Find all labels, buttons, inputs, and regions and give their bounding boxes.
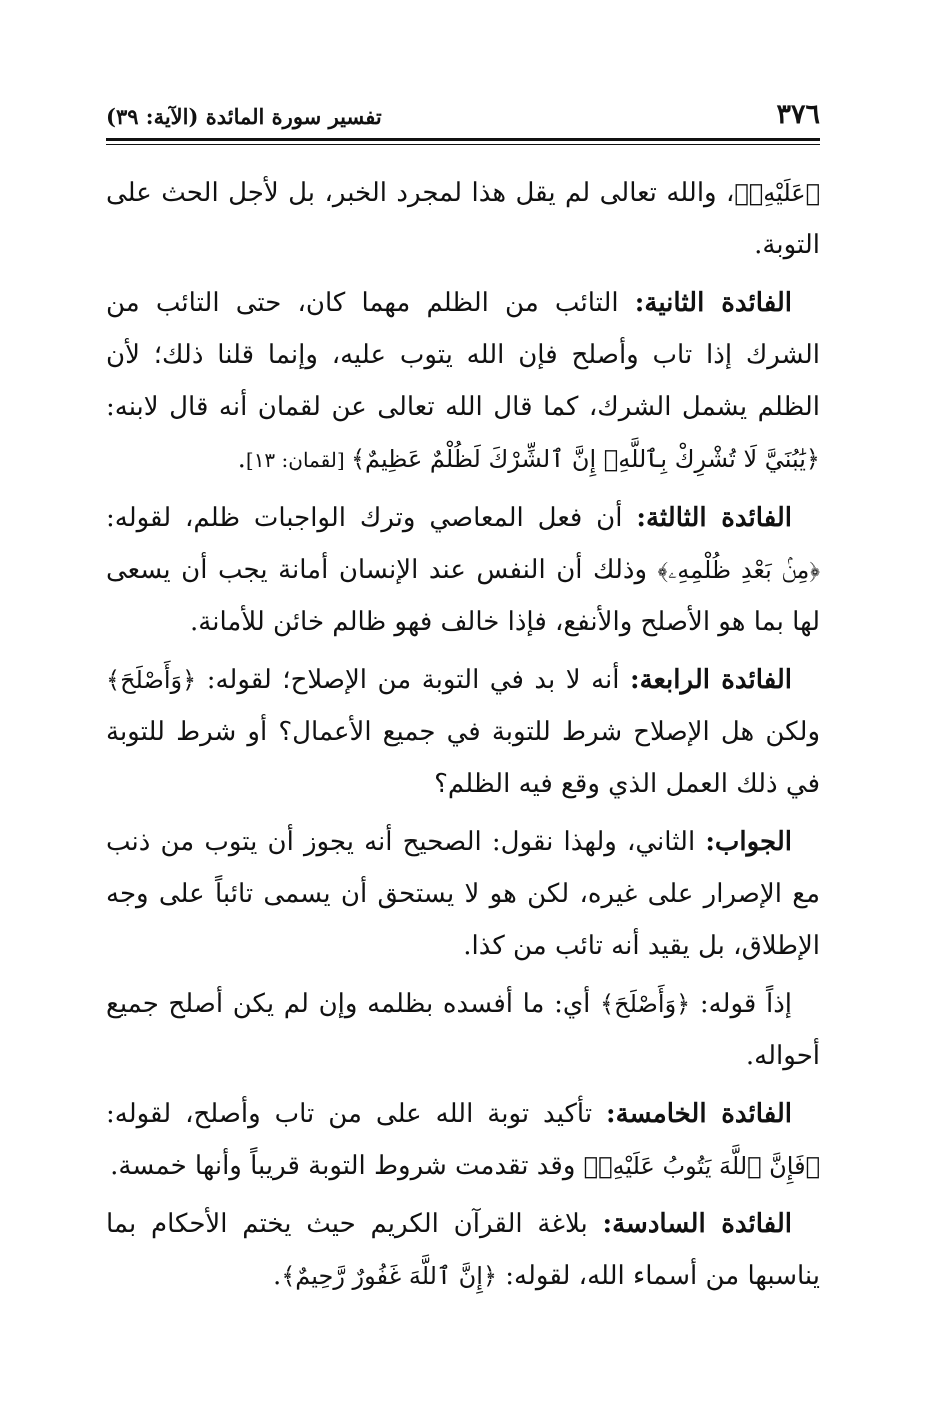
page-header [106,98,820,134]
paragraph-text: أنه لا بد في التوبة من الإصلاح؛ لقوله: [196,665,630,695]
running-title: تفسير سورة المائدة (الآية: ٣٩) [106,104,382,129]
paragraph-text: إذاً قوله: [690,989,792,1019]
paragraph-end: . [237,444,246,474]
paragraph-benefit-5 [106,1088,820,1192]
paragraph-continuation [106,167,820,271]
benefit-heading: الفائدة الثانية: [634,288,792,318]
paragraph-text-2: وقد تقدمت شروط التوبة قريباً وأنها خمسة. [110,1151,584,1181]
book-page [106,98,820,1308]
paragraph-text-2: ولكن هل الإصلاح شرط للتوبة في جميع الأعمال؟ أو شرط للتوبة في ذلك العمل الذي وقع فيه الظلم؟ [106,717,820,799]
page-number: ٣٧٦ [776,99,820,130]
verse-reference: [لقمان: ١٣] [245,448,351,472]
quran-quote: ﴿فَإِنَّ ٱللَّهَ يَتُوبُ عَلَيْهِۚ﴾ [583,1152,820,1180]
quran-quote: ﴿إِنَّ ٱللَّهَ غَفُورٌ رَّحِيمٌ﴾ [281,1262,498,1290]
quran-quote: ﴿مِنۢ بَعْدِ ظُلْمِهِۦ﴾ [657,556,820,584]
paragraph-text: ، والله تعالى لم يقل هذا لمجرد الخبر، بل لأجل الحث على التوبة. [106,178,820,260]
paragraph-benefit-4 [106,654,820,810]
paragraph-text: بلاغة القرآن الكريم حيث يختم الأحكام بما يناسبها من أسماء الله، لقوله: [106,1209,820,1291]
quran-quote: ﴿عَلَيْهِۚ﴾ [734,179,820,207]
header-rule-thin [106,144,820,145]
paragraph-answer [106,816,820,972]
page-body [106,167,820,1302]
paragraph-therefore [106,978,820,1082]
benefit-heading: الفائدة الثالثة: [636,503,793,533]
benefit-heading: الفائدة الرابعة: [629,665,793,695]
paragraph-benefit-2 [106,277,820,486]
quran-quote: ﴿وَأَصْلَحَ﴾ [600,990,691,1018]
paragraph-benefit-3 [106,492,820,648]
quran-quote: ﴿يَٰبُنَيَّ لَا تُشْرِكْ بِٱللَّهِۖ إِنَّ ٱلشِّرْكَ لَظُلْمٌ عَظِيمٌ﴾ [350,445,820,473]
paragraph-benefit-6 [106,1198,820,1302]
benefit-heading: الفائدة الخامسة: [606,1099,792,1129]
paragraph-text: أن فعل المعاصي وترك الواجبات ظلم، لقوله: [106,503,637,533]
benefit-heading: الفائدة السادسة: [602,1209,792,1239]
paragraph-end: . [272,1261,282,1291]
answer-heading: الجواب: [705,827,792,857]
paragraph-text-2: أي: ما أفسده بظلمه وإن لم يكن أصلح جميع أحواله. [106,989,820,1071]
paragraph-text: تأكيد توبة الله على من تاب وأصلح، لقوله: [106,1099,607,1129]
paragraph-text-2: وذلك أن النفس عند الإنسان أمانة يجب أن يسعى لها بما هو الأصلح والأنفع، فإذا خالف فهو ظالم خائن للأمانة. [106,555,820,637]
paragraph-text: التائب من الظلم مهما كان، حتى التائب من الشرك إذا تاب وأصلح فإن الله يتوب عليه، وإنما قلنا ذلك؛ لأن الظلم يشمل الشرك، كما قال الله تعالى عن لقمان أنه قال لابنه: [106,288,820,422]
header-rule-thick [106,138,820,141]
paragraph-text: الثاني، ولهذا نقول: الصحيح أنه يجوز أن يتوب من ذنب مع الإصرار على غيره، لكن هو لا يستحق أن يسمى تائباً على وجه الإطلاق، بل يقيد أنه تائب من كذا. [106,827,820,961]
quran-quote: ﴿وَأَصْلَحَ﴾ [106,666,197,694]
